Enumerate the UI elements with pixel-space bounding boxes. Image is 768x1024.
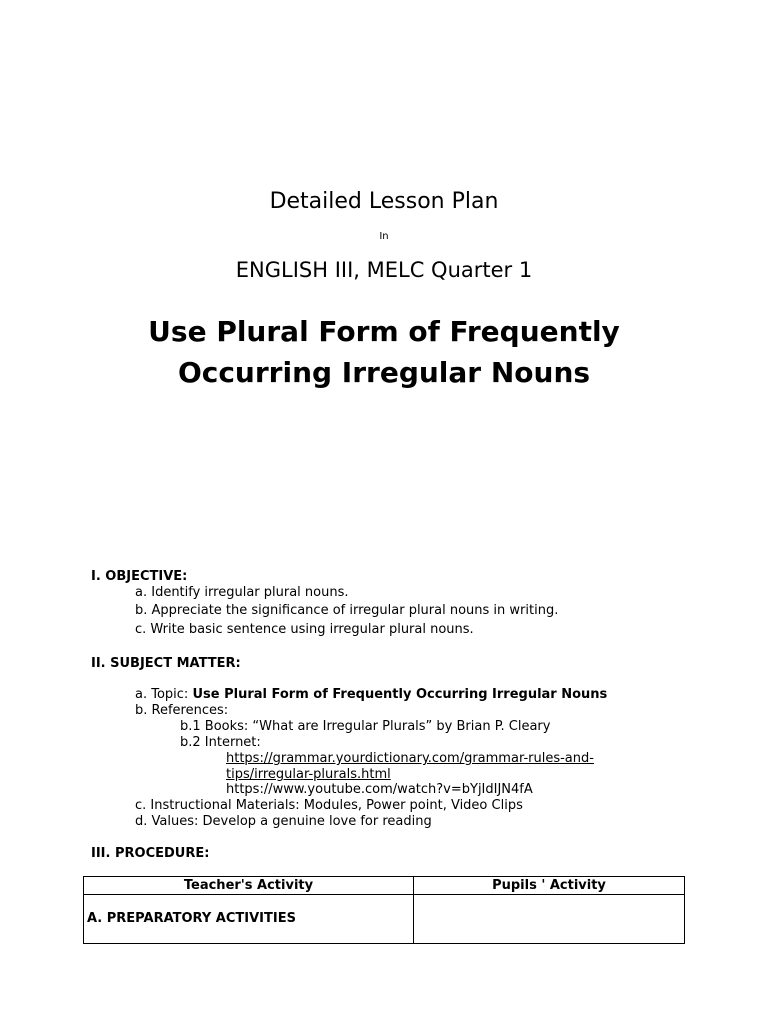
reference-internet-label: b.2 Internet:: [180, 735, 261, 750]
procedure-heading: III. PROCEDURE:: [91, 846, 210, 861]
column-header-pupils: Pupils ' Activity: [414, 877, 685, 895]
table-row: [84, 895, 685, 944]
reference-link-2: https://www.youtube.com/watch?v=bYjIdIJN4fA: [226, 782, 533, 797]
table-cell: [414, 895, 685, 944]
references-label: b. References:: [135, 703, 229, 718]
subject-matter-heading: II. SUBJECT MATTER:: [91, 656, 241, 671]
objective-heading: I. OBJECTIVE:: [91, 569, 188, 584]
table-header-row: [84, 877, 685, 895]
objective-item: b. Appreciate the significance of irregular plural nouns in writing.: [135, 603, 559, 618]
topic-prefix: a. Topic:: [135, 687, 193, 702]
lesson-title: [0, 311, 768, 393]
instructional-materials: c. Instructional Materials: Modules, Power point, Video Clips: [135, 798, 523, 813]
reference-link-1-line-1[interactable]: https://grammar.yourdictionary.com/grammar-rules-and-: [226, 751, 594, 766]
lesson-title-line-1: Use Plural Form of Frequently: [148, 315, 620, 348]
document-in-label: In: [379, 231, 389, 242]
reference-link-1-line-2[interactable]: tips/irregular-plurals.html: [226, 767, 391, 782]
document-subject: ENGLISH III, MELC Quarter 1: [235, 258, 533, 282]
document-title: Detailed Lesson Plan: [269, 189, 499, 214]
values-line: d. Values: Develop a genuine love for reading: [135, 814, 432, 829]
topic-text: Use Plural Form of Frequently Occurring Irregular Nouns: [192, 687, 608, 702]
reference-link-1[interactable]: [226, 751, 594, 783]
lesson-title-line-2: Occurring Irregular Nouns: [177, 356, 591, 389]
topic-line: [135, 687, 607, 703]
table-cell: A. PREPARATORY ACTIVITIES: [84, 895, 414, 944]
procedure-table: [83, 876, 685, 944]
objective-item: c. Write basic sentence using irregular plural nouns.: [135, 622, 474, 637]
reference-books: b.1 Books: “What are Irregular Plurals” by Brian P. Cleary: [180, 719, 551, 734]
objective-item: a. Identify irregular plural nouns.: [135, 585, 349, 600]
column-header-teacher: Teacher's Activity: [84, 877, 414, 895]
